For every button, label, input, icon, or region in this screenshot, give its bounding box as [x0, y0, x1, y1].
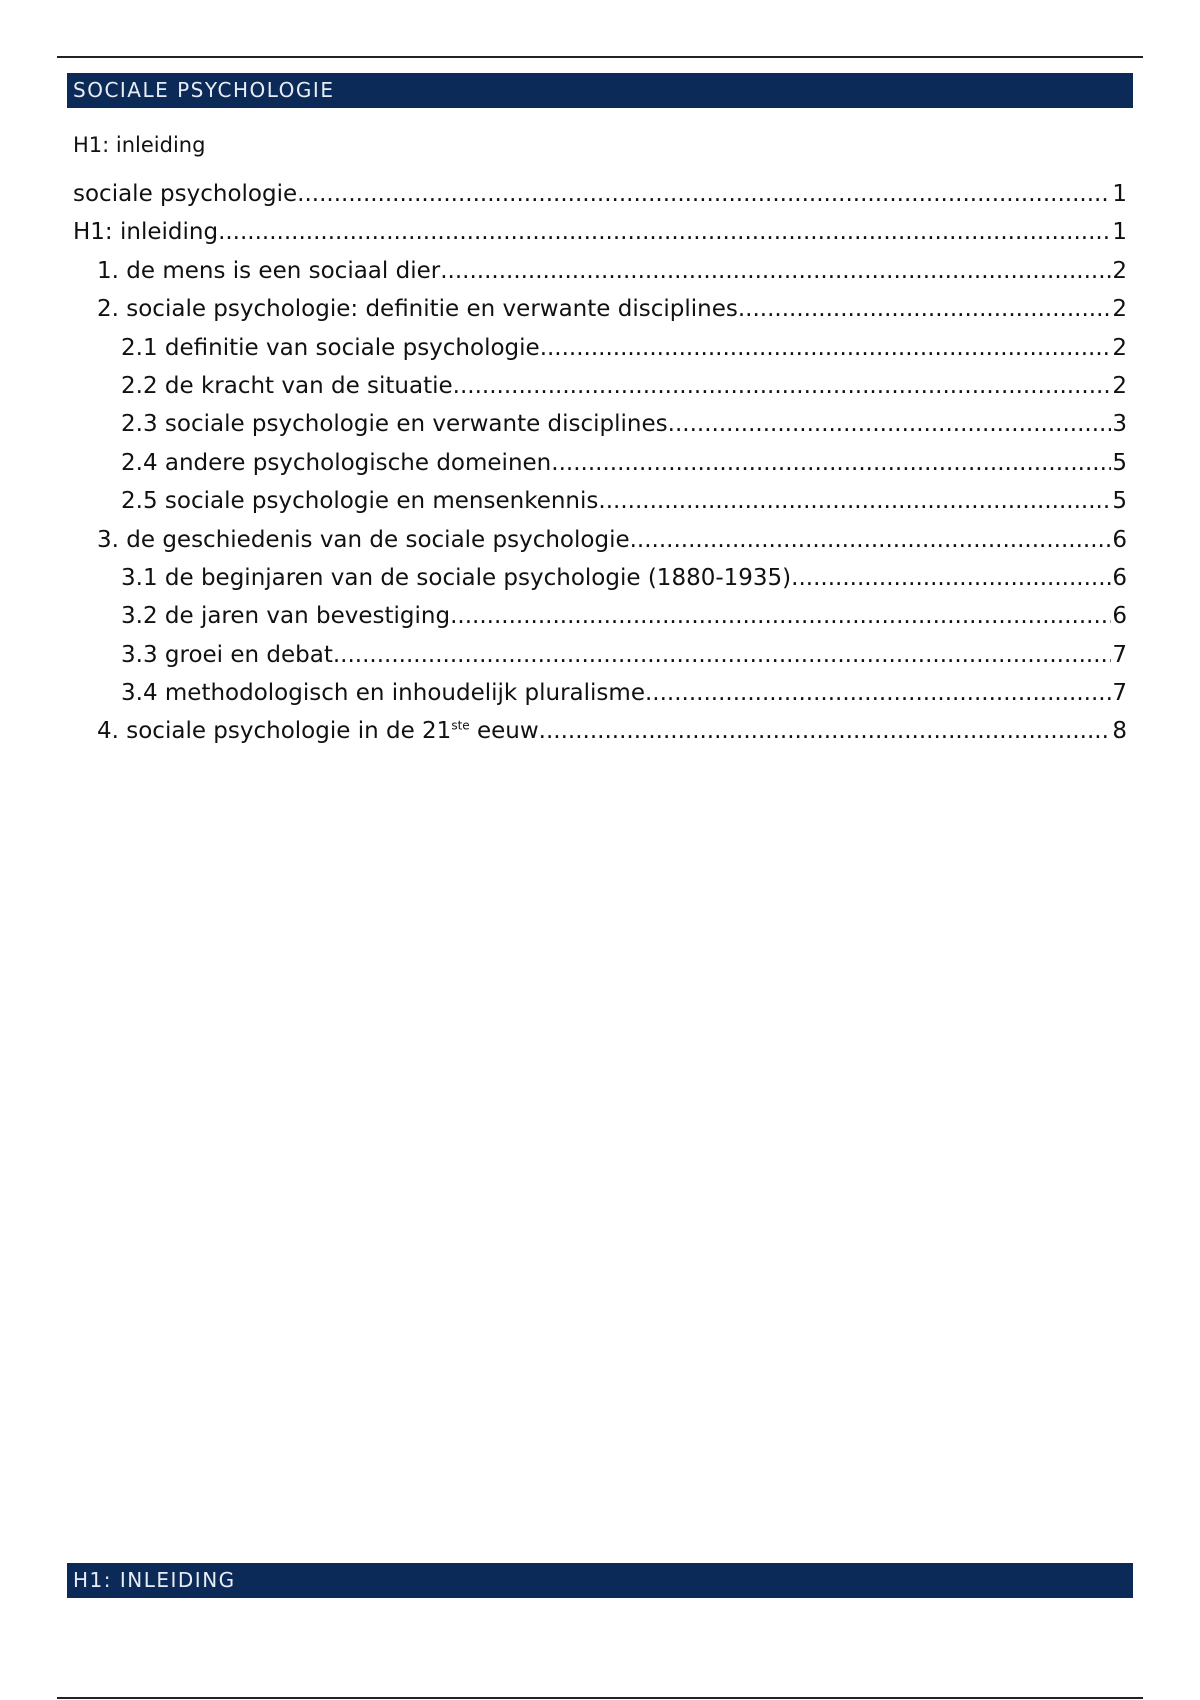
toc-page-number: 6 [1112, 603, 1127, 630]
toc-dot-leader [645, 680, 1111, 706]
toc-entry-text: 3.4 methodologisch en inhoudelijk pluralisme [121, 680, 645, 707]
toc-page-number: 2 [1112, 334, 1127, 361]
toc-entry-label [121, 642, 333, 668]
toc-page-number: 7 [1112, 680, 1127, 707]
toc-entry-text: 4. sociale psychologie in de 21 [97, 718, 452, 745]
chapter-subheading: H1: inleiding [73, 133, 206, 157]
toc-page-number: 7 [1112, 641, 1127, 668]
toc-dot-leader [539, 718, 1112, 744]
toc-page-number: 1 [1112, 219, 1127, 246]
toc-entry-text: 2.3 sociale psychologie en verwante disciplines [121, 411, 668, 438]
toc-page-number: 8 [1112, 718, 1127, 745]
toc-dot-leader [440, 258, 1111, 284]
toc-page-number: 1 [1112, 181, 1127, 207]
toc-page-number: 3 [1112, 411, 1127, 438]
toc-dot-leader [333, 642, 1111, 668]
toc-entry[interactable] [73, 603, 1127, 641]
toc-entry-text: 3.3 groei en debat [121, 641, 333, 668]
toc-dot-leader [668, 411, 1112, 437]
toc-entry-text: 2.5 sociale psychologie en mensenkennis [121, 488, 599, 515]
toc-dot-leader [551, 450, 1111, 476]
toc-entry-label [97, 718, 539, 744]
toc-page-number: 6 [1112, 526, 1127, 553]
toc-entry-text: 2.4 andere psychologische domeinen [121, 449, 552, 476]
toc-entry[interactable] [73, 527, 1127, 565]
toc-entry[interactable] [73, 488, 1127, 526]
toc-entry-text-suffix: eeuw [469, 718, 539, 745]
toc-entry[interactable] [73, 450, 1127, 488]
section-title-banner [67, 1563, 1133, 1598]
toc-entry-label [97, 258, 440, 284]
toc-entry-text: 1. de mens is een sociaal dier [97, 257, 441, 284]
toc-dot-leader [791, 565, 1111, 591]
toc-page-number: 5 [1112, 449, 1127, 476]
toc-entry-text: 2. sociale psychologie: definitie en verwante disciplines [97, 296, 738, 323]
toc-entry[interactable] [73, 565, 1127, 603]
toc-dot-leader [630, 527, 1112, 553]
toc-entry[interactable] [73, 335, 1127, 373]
toc-entry-label [121, 680, 645, 706]
toc-entry-label [121, 335, 540, 361]
bottom-rule [57, 1697, 1143, 1699]
toc-dot-leader [738, 296, 1112, 322]
toc-page-number: 5 [1112, 488, 1127, 515]
toc-entry[interactable] [73, 680, 1127, 718]
toc-dot-leader [453, 373, 1112, 399]
toc-entry[interactable] [73, 642, 1127, 680]
toc-page-number: 2 [1112, 257, 1127, 284]
top-rule [57, 56, 1143, 58]
toc-entry-text: 3. de geschiedenis van de sociale psychologie [97, 526, 630, 553]
toc-entry-label [73, 219, 218, 245]
toc-entry-text: H1: inleiding [73, 219, 219, 246]
toc-page-number: 6 [1112, 564, 1127, 591]
toc-entry[interactable] [73, 296, 1127, 334]
toc-page-number: 2 [1112, 372, 1127, 399]
toc-entry[interactable] [73, 219, 1127, 257]
toc-entry[interactable] [73, 373, 1127, 411]
toc-entry[interactable] [73, 258, 1127, 296]
toc-entry-label [73, 181, 297, 207]
toc-dot-leader [598, 488, 1111, 514]
toc-entry-text: 3.2 de jaren van bevestiging [121, 603, 451, 630]
document-title: SOCIALE PSYCHOLOGIE [73, 78, 335, 102]
toc-dot-leader [450, 603, 1111, 629]
toc-entry-label [121, 603, 450, 629]
toc-entry-text: sociale psychologie [73, 181, 298, 207]
toc-entry-text: 2.2 de kracht van de situatie [121, 372, 453, 399]
toc-dot-leader [297, 181, 1111, 207]
toc-entry-label [121, 373, 453, 399]
toc-entry[interactable] [73, 181, 1127, 219]
toc-entry-text: 3.1 de beginjaren van de sociale psychologie (1880-1935) [121, 564, 792, 591]
document-title-banner [67, 73, 1133, 108]
toc-entry-label [97, 296, 738, 322]
toc-entry-superscript: ste [451, 718, 470, 733]
toc-entry-label [121, 450, 551, 476]
toc-entry-label [121, 411, 668, 437]
table-of-contents [73, 181, 1127, 757]
toc-entry-text: 2.1 definitie van sociale psychologie [121, 334, 540, 361]
toc-entry-label [121, 565, 791, 591]
toc-entry[interactable] [73, 718, 1127, 756]
toc-entry-label [97, 527, 630, 553]
toc-dot-leader [540, 335, 1112, 361]
section-title: H1: INLEIDING [73, 1568, 236, 1592]
toc-page-number: 2 [1112, 296, 1127, 323]
toc-dot-leader [218, 219, 1111, 245]
toc-entry[interactable] [73, 411, 1127, 449]
toc-entry-label [121, 488, 598, 514]
